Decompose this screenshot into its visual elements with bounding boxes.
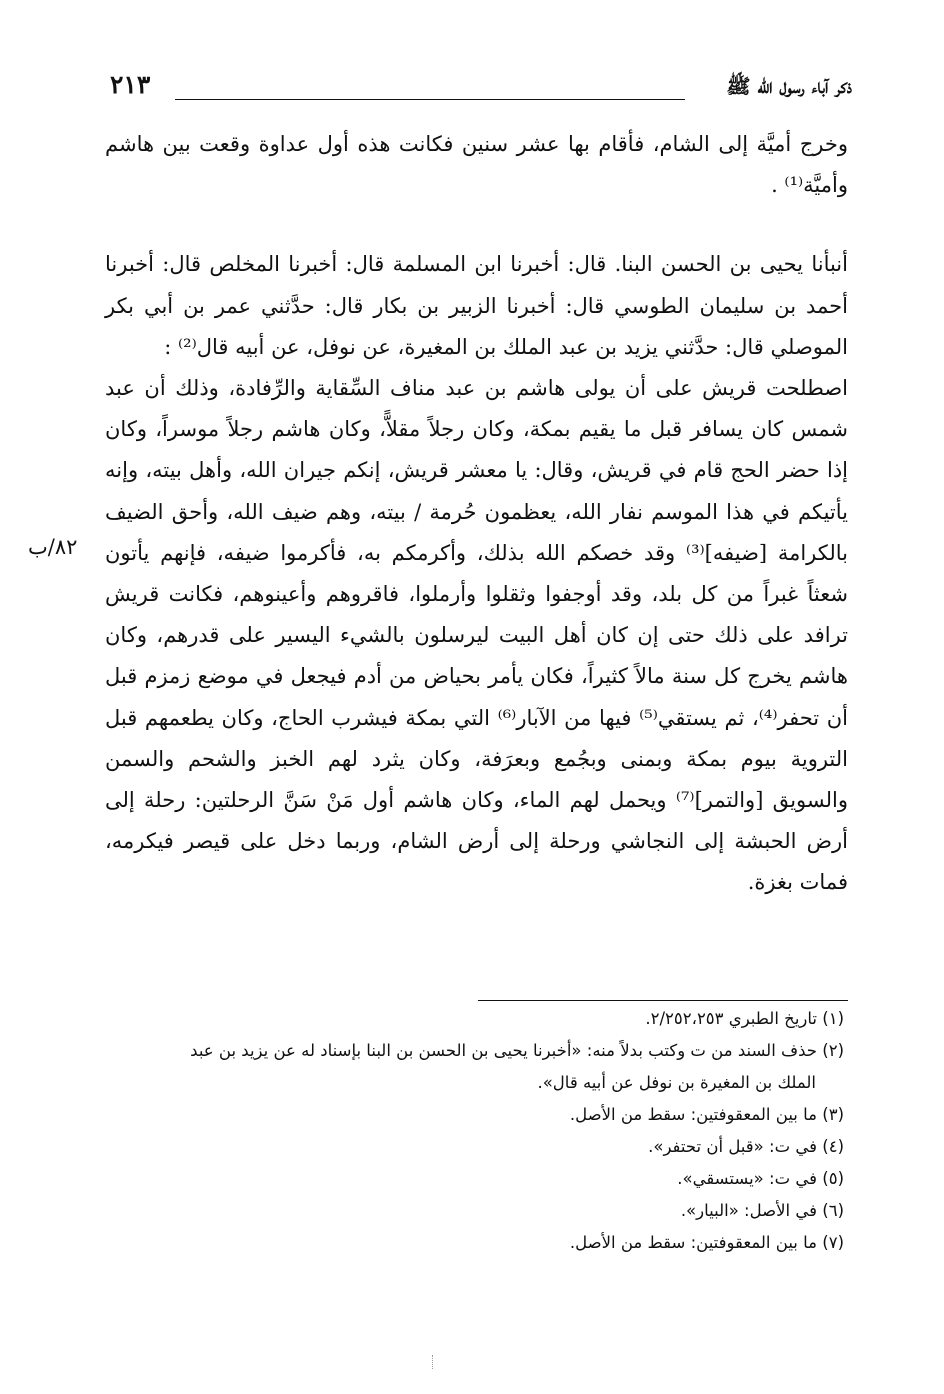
- page-number: ٢١٣: [110, 70, 151, 99]
- footnote-1: (١) تاريخ الطبري ٢/٢٥٢،٢٥٣.: [645, 1009, 844, 1028]
- paragraph-gap: [105, 206, 848, 244]
- paragraph-3: اصطلحت قريش على أن يولى هاشم بن عبد مناف السِّقاية والرِّفادة، وذلك أن عبد شمس كان يسافر قبل ما يقيم بمكة، وكان رجلاً مقلاًّ، وكان هاشم رجلاً موسراً، وكان إذا حضر الحج قام في قريش، وقال: يا معشر قريش، إنكم جيران الله، وأهل بيته، وإنه يأتيكم في هذا الموسم نفار الله، يعظمون حُرمة / بيته، وهم ضيف الله، وأحق الضيف بالكرامة [ضيفه]⁽³⁾ وقد خصكم الله بذلك، وأكرمكم به، فأكرموا ضيفه، فإنهم يأتون شعثاً غبراً من كل بلد، وقد أوجفوا وثقلوا وأرملوا، فاقروهم وأعينوهم، فكانت قريش ترافد على ذلك حتى إن كان أهل البيت ليرسلون بالشيء اليسير على قدرهم، وكان هاشم يخرج كل سنة مالاً كثيراً، فكان يأمر بحياض من أدم فيجعل في موضع زمزم قبل أن تحفر⁽⁴⁾، ثم يستقي⁽⁵⁾ فيها من الآبار⁽⁶⁾ التي بمكة فيشرب الحاج، وكان يطعمهم قبل التروية بيوم بمكة وبمنى وبجُمع وبعرَفة، وكان يثرد لهم الخبز والشحم والسمن والسويق [والتمر]⁽⁷⁾ ويحمل لهم الماء، وكان هاشم أول مَنْ سَنَّ الرحلتين: رحلة إلى أرض الحبشة إلى النجاشي ورحلة إلى أرض الشام، وربما دخل على قيصر فيكرمه، فمات بغزة.: [105, 376, 849, 895]
- manuscript-folio-marker: ٨٢/ب: [28, 535, 78, 559]
- footnote-3: (٣) ما بين المعقوفتين: سقط من الأصل.: [569, 1105, 844, 1124]
- header-rule: [175, 99, 685, 100]
- paragraph-1: وخرج أميَّة إلى الشام، فأقام بها عشر سنين فكانت هذه أول عداوة وقعت بين هاشم وأميَّة⁽¹⁾ .: [105, 132, 848, 198]
- footnote-7: (٧) ما بين المعقوفتين: سقط من الأصل.: [569, 1233, 844, 1252]
- footnote-5: (٥) في ت: «يستسقي».: [677, 1169, 844, 1188]
- scan-mark: [432, 1355, 435, 1369]
- footnote-rule: [478, 1000, 848, 1001]
- footnote-4: (٤) في ت: «قبل أن تحتفر».: [648, 1137, 844, 1156]
- footnote-2: (٢) حذف السند من ت وكتب بدلاً منه: «أخبرنا يحيى بن الحسن بن البنا بإسناد له عن يزيد بن عبد: [190, 1041, 844, 1060]
- main-text: [105, 124, 848, 904]
- paragraph-2: أنبأنا يحيى بن الحسن البنا. قال: أخبرنا ابن المسلمة قال: أخبرنا المخلص قال: أخبرنا أحمد بن سليمان الطوسي قال: أخبرنا الزبير بن بكار قال: حدَّثني عمر بن أبي بكر الموصلي قال: حدَّثني يزيد بن عبد الملك بن المغيرة، عن نوفل، عن أبيه قال⁽²⁾ :: [105, 252, 848, 359]
- running-header-title: ذكر آباء رسول الله ﷺ: [726, 74, 852, 98]
- footnotes: [100, 1003, 844, 1259]
- footnote-6: (٦) في الأصل: «البيار».: [680, 1201, 844, 1220]
- footnote-2-continuation: الملك بن المغيرة بن نوفل عن أبيه قال».: [537, 1073, 816, 1092]
